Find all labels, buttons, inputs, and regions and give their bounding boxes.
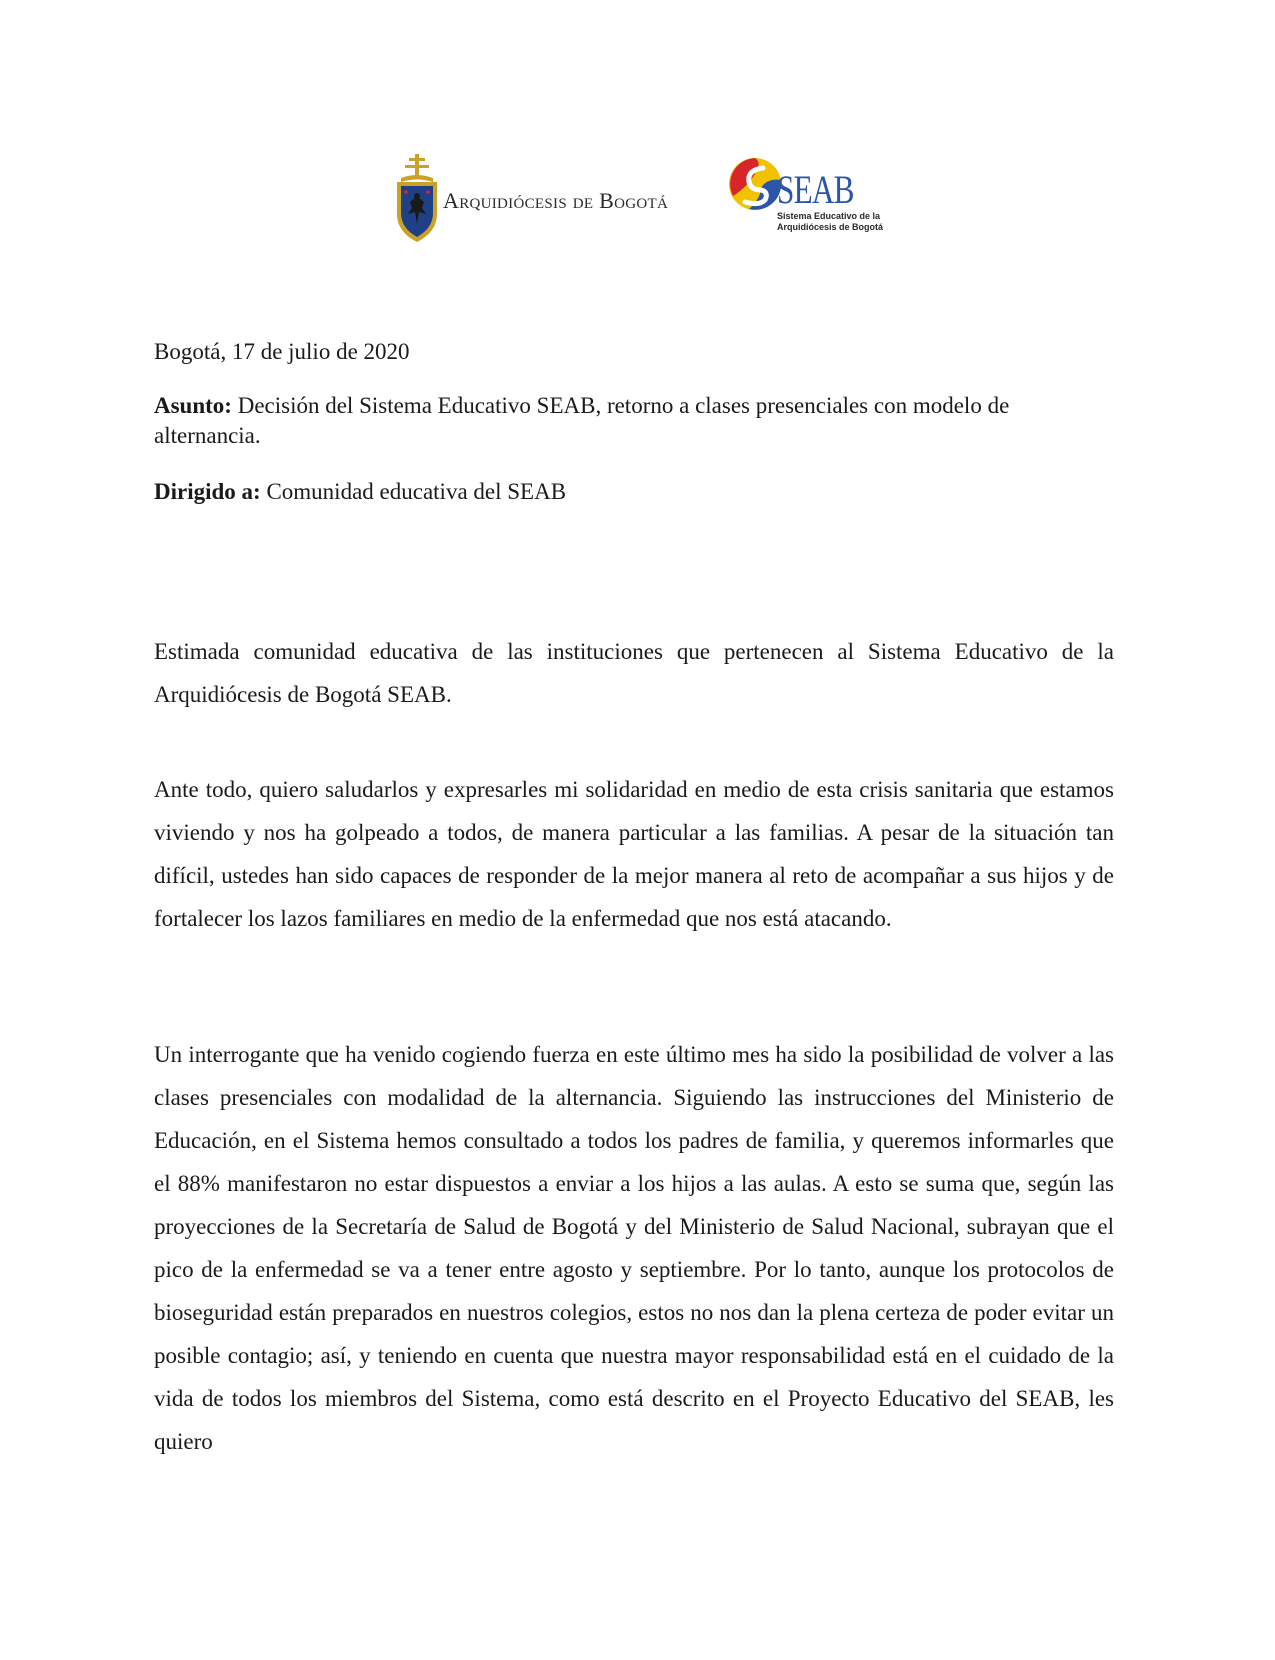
archdiocese-logo bbox=[393, 152, 723, 246]
seab-logo-text: SEAB bbox=[777, 167, 854, 212]
subject-label: Asunto: bbox=[154, 393, 232, 418]
body-paragraph-solidarity: Ante todo, quiero saludarlos y expresarles mi solidaridad en medio de esta crisis sanitaria que estamos viviendo y nos ha golpeado a todos, de manera particular a las familias. A pesar de la situación tan difícil, ustedes han sido capaces de responder de la mejor manera al reto de acompañar a sus hijos y de fortalecer los lazos familiares en medio de la enfermedad que nos está atacando. bbox=[154, 777, 1114, 931]
archdiocese-name: Arquidiócesis de Bogotá bbox=[443, 188, 669, 213]
letter-subject bbox=[154, 391, 1114, 451]
letter-date: Bogotá, 17 de julio de 2020 bbox=[154, 339, 410, 364]
seab-subtitle bbox=[777, 211, 897, 233]
addressee-label: Dirigido a: bbox=[154, 479, 261, 504]
seab-subtitle-line2: Arquidiócesis de Bogotá bbox=[777, 222, 884, 232]
body-paragraph-greeting: Estimada comunidad educativa de las instituciones que pertenecen al Sistema Educativo de la Arquidiócesis de Bogotá SEAB. bbox=[154, 639, 1114, 707]
archdiocese-shield-icon bbox=[393, 152, 441, 246]
seab-logo bbox=[727, 156, 887, 242]
subject-text: Decisión del Sistema Educativo SEAB, retorno a clases presenciales con modelo de alternancia. bbox=[154, 393, 1010, 448]
seab-subtitle-line1: Sistema Educativo de la bbox=[777, 211, 881, 221]
addressee-text: Comunidad educativa del SEAB bbox=[260, 479, 567, 504]
body-paragraph-decision: Un interrogante que ha venido cogiendo fuerza en este último mes ha sido la posibilidad de volver a las clases presenciales con modalidad de la alternancia. Siguiendo las instrucciones del Ministerio de Educación, en el Sistema hemos consultado a todos los padres de familia, y queremos informarles que el 88% manifestaron no estar dispuestos a enviar a los hijos a las aulas. A esto se suma que, según las proyecciones de la Secretaría de Salud de Bogotá y del Ministerio de Salud Nacional, subrayan que el pico de la enfermedad se va a tener entre agosto y septiembre. Por lo tanto, aunque los protocolos de bioseguridad están preparados en nuestros colegios, estos no nos dan la plena certeza de poder evitar un posible contagio; así, y teniendo en cuenta que nuestra mayor responsabilidad está en el cuidado de la vida de todos los miembros del Sistema, como está descrito en el Proyecto Educativo del SEAB, les quiero bbox=[154, 1042, 1114, 1454]
letter-addressee bbox=[154, 477, 1114, 507]
seab-swirl-icon bbox=[727, 156, 783, 212]
